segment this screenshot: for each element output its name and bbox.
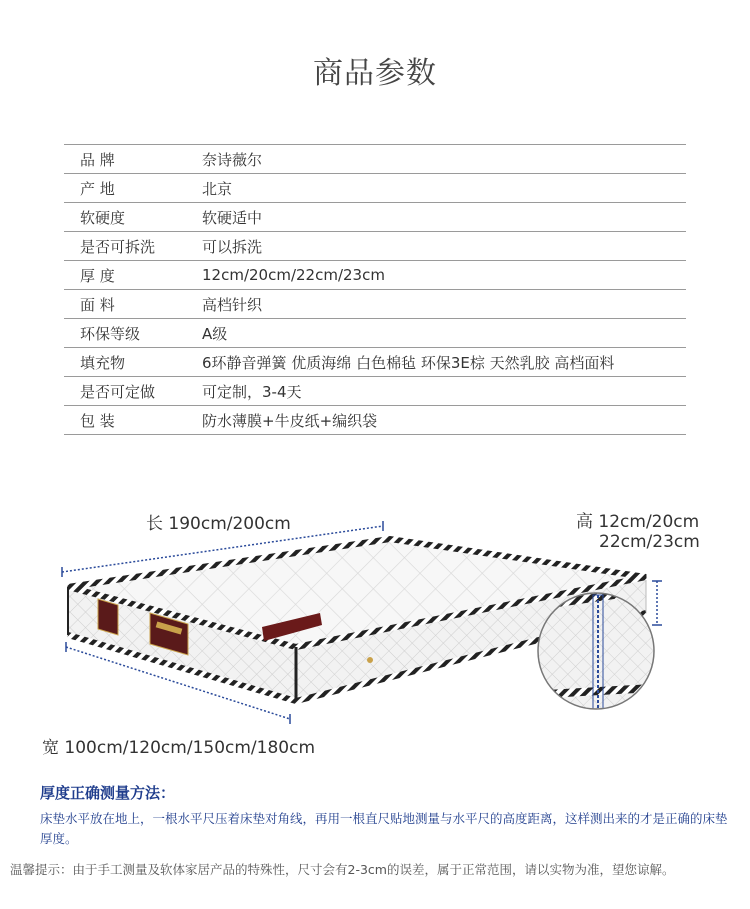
spec-key: 面 料 [80,295,115,314]
mattress-illustration [0,495,750,758]
spec-key: 填充物 [80,353,126,372]
spec-key: 环保等级 [80,324,141,343]
measure-heading: 厚度正确测量方法： [40,784,176,802]
spec-row [64,376,686,405]
spec-value: 6环静音弹簧 优质海绵 白色棉毡 环保3E棕 天然乳胶 高档面料 [202,353,615,372]
spec-row [64,260,686,289]
spec-key: 品 牌 [80,150,115,169]
measure-text: 床垫水平放在地上，一根水平尺压着床垫对角线，再用一根直尺贴地测量与水平尺的高度距离，这样测出来的才是正确的床垫厚度。 [40,811,728,846]
spec-row [64,318,686,347]
spec-key: 厚 度 [80,266,115,285]
spec-row [64,231,686,260]
spec-table [64,144,686,435]
spec-value: 奈诗薇尔 [202,150,263,169]
warm-tip: 温馨提示：由于手工测量及软体家居产品的特殊性，尺寸会有2-3cm的误差，属于正常范围，请以实物为准，望您谅解。 [10,862,675,877]
height-label-line1: 高 12cm/20cm [576,512,700,532]
measure-method [40,782,730,849]
width-label: 宽 100cm/120cm/150cm/180cm [42,738,316,758]
spec-value: 12cm/20cm/22cm/23cm [202,266,385,284]
spec-value: 北京 [202,179,233,198]
spec-value: A级 [202,324,228,343]
spec-row [64,173,686,202]
spec-key: 产 地 [80,179,115,198]
spec-key: 软硬度 [80,208,126,227]
spec-value: 可定制，3-4天 [202,382,302,401]
spec-row [64,144,686,173]
spec-row [64,347,686,376]
spec-row [64,405,686,435]
spec-value: 软硬适中 [202,208,263,227]
spec-value: 可以拆洗 [202,237,263,256]
spec-value: 高档针织 [202,295,263,314]
page-title: 商品参数 [313,56,437,91]
spec-value: 防水薄膜+牛皮纸+编织袋 [202,411,378,430]
height-label-line2: 22cm/23cm [599,532,700,552]
spec-key: 包 装 [80,411,115,430]
spec-row [64,289,686,318]
height-dimension-line [652,581,662,625]
spec-row [64,202,686,231]
spec-key: 是否可定做 [80,382,156,401]
spec-key: 是否可拆洗 [80,237,156,256]
length-label: 长 190cm/200cm [146,514,291,534]
